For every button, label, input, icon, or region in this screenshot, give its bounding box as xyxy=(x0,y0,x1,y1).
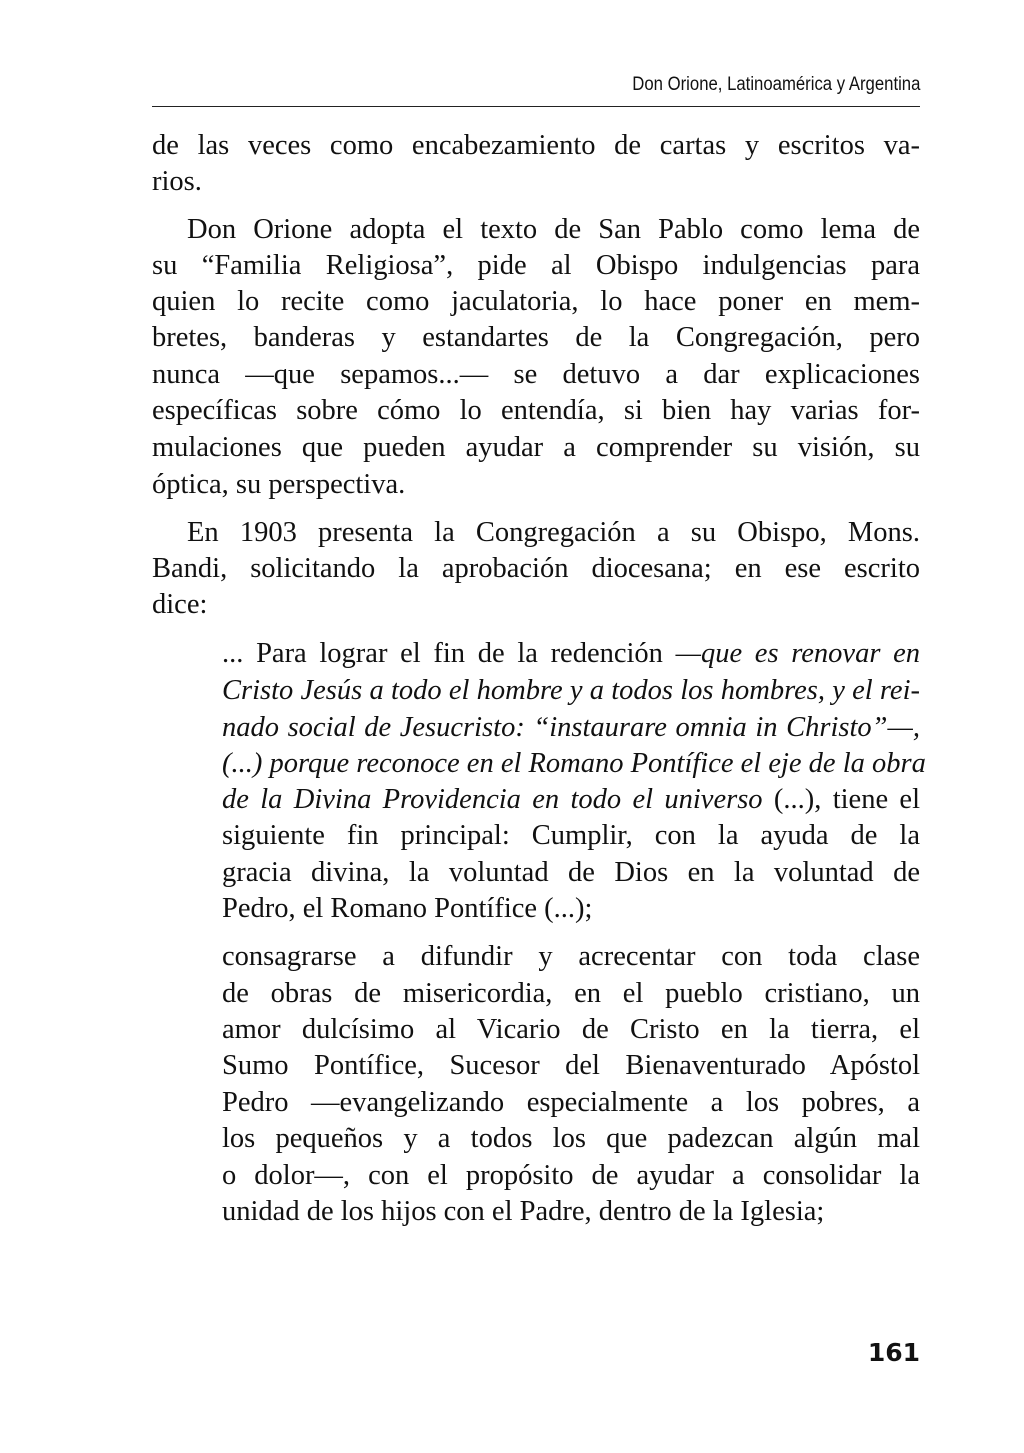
quote-roman-text: (...), tiene el xyxy=(762,784,921,815)
paragraph-2-line: nunca —que sepamos...— se detuvo a dar explicaciones xyxy=(152,359,920,390)
quote-line: Cristo Jesús a todo el hombre y a todos los hombres, y el rei- xyxy=(222,675,920,706)
quote-line: siguiente fin principal: Cumplir, con la ayuda de la xyxy=(222,820,920,851)
paragraph-1-line: de las veces como encabezamiento de cartas y escritos va- xyxy=(152,130,920,161)
quote-line: amor dulcísimo al Vicario de Cristo en la tierra, el xyxy=(222,1014,920,1045)
quote-line: unidad de los hijos con el Padre, dentro de la Iglesia; xyxy=(222,1196,825,1227)
paragraph-1-line: rios. xyxy=(152,166,202,197)
page-number: 161 xyxy=(867,1338,920,1367)
paragraph-2-line: quien lo recite como jaculatoria, lo hace poner en mem- xyxy=(152,286,920,317)
quote-line: los pequeños y a todos los que padezcan algún mal xyxy=(222,1123,920,1154)
quote-roman-text: ... Para lograr el fin de la redención xyxy=(222,638,676,669)
paragraph-2-line: específicas sobre cómo lo entendía, si bien hay varias for- xyxy=(152,395,920,426)
quote-line: o dolor—, con el propósito de ayudar a consolidar la xyxy=(222,1160,920,1191)
paragraph-3-line: Bandi, solicitando la aprobación diocesana; en ese escrito xyxy=(152,553,920,584)
paragraph-2-line: bretes, banderas y estandartes de la Congregación, pero xyxy=(152,322,920,353)
quote-italic-text: —que es renovar en xyxy=(675,638,920,669)
paragraph-2-line: su “Familia Religiosa”, pide al Obispo indulgencias para xyxy=(152,250,920,281)
quote-line: Sumo Pontífice, Sucesor del Bienaventurado Apóstol xyxy=(222,1050,920,1081)
quote-line: (...) porque reconoce en el Romano Pontífice el eje de la obra xyxy=(222,748,926,779)
running-title: Don Orione, Latinoamérica y Argentina xyxy=(631,74,920,95)
quote-line xyxy=(222,782,920,818)
quote-line: de obras de misericordia, en el pueblo cristiano, un xyxy=(222,978,920,1009)
paragraph-3-line: En 1903 presenta la Congregación a su Obispo, Mons. xyxy=(187,517,920,548)
running-header xyxy=(152,72,920,107)
quote-italic-text: de la Divina Providencia en todo el universo xyxy=(222,784,763,815)
paragraph-3-line: dice: xyxy=(152,589,208,620)
quote-line xyxy=(222,636,920,672)
quote-line: Pedro —evangelizando especialmente a los pobres, a xyxy=(222,1087,920,1118)
quote-line: Pedro, el Romano Pontífice (...); xyxy=(222,893,593,924)
paragraph-2-line: mulaciones que pueden ayudar a comprender su visión, su xyxy=(152,432,920,463)
quote-line: nado social de Jesucristo: “instaurare omnia in Christo”—, xyxy=(222,712,920,743)
paragraph-2-line: Don Orione adopta el texto de San Pablo como lema de xyxy=(187,214,920,245)
quote-line: consagrarse a difundir y acrecentar con toda clase xyxy=(222,941,920,972)
paragraph-2-line: óptica, su perspectiva. xyxy=(152,469,406,500)
quote-line: gracia divina, la voluntad de Dios en la voluntad de xyxy=(222,857,920,888)
